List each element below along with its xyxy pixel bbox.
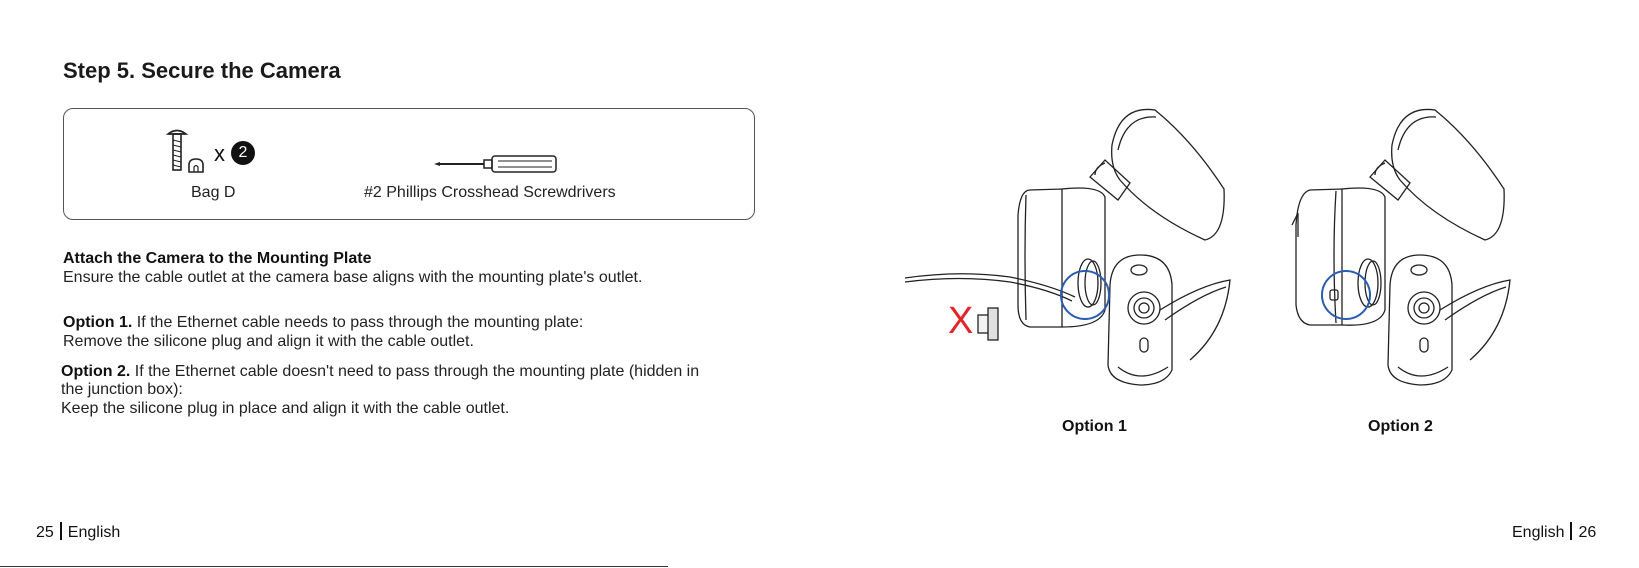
- attach-text: Ensure the cable outlet at the camera base aligns with the mounting plate's outlet.: [63, 269, 643, 286]
- page-title: Step 5. Secure the Camera: [63, 58, 341, 83]
- left-page-number: 25: [36, 524, 54, 541]
- screwdriver-label: #2 Phillips Crosshead Screwdrivers: [364, 184, 616, 201]
- footer-separator: [1570, 522, 1572, 540]
- figure-caption-option1: Option 1: [1062, 418, 1127, 435]
- bottom-rule: [0, 566, 668, 567]
- quantity-multiplier: x: [214, 141, 225, 166]
- option2-line3: Keep the silicone plug in place and align it with the cable outlet.: [61, 400, 510, 417]
- figure-caption-option2: Option 2: [1368, 418, 1433, 435]
- right-page-number: 26: [1578, 524, 1597, 541]
- footer-separator: [60, 522, 62, 540]
- screwdriver-icon: [432, 152, 562, 176]
- attach-heading: Attach the Camera to the Mounting Plate: [63, 250, 372, 267]
- option1-line2: Remove the silicone plug and align it with the cable outlet.: [63, 333, 474, 350]
- right-language: English: [1512, 524, 1565, 541]
- option1-label: Option 1.: [63, 314, 133, 331]
- footer-right: [1512, 522, 1596, 542]
- option2-label: Option 2.: [61, 363, 131, 380]
- left-language: English: [67, 524, 121, 541]
- no-plug-mark: X: [948, 300, 974, 342]
- option1-line1: [63, 313, 583, 332]
- option2-text: If the Ethernet cable doesn't need to pass through the mounting plate (hidden in: [130, 363, 700, 380]
- bag-label: Bag D: [191, 184, 236, 201]
- quantity-badge: 2: [231, 141, 255, 165]
- screw-icon: [164, 128, 212, 176]
- option1-text: If the Ethernet cable needs to pass through the mounting plate:: [132, 314, 584, 331]
- option2-line2: the junction box):: [61, 381, 183, 398]
- camera-illustration-option2: [1290, 105, 1550, 405]
- camera-illustration-option1: [900, 105, 1245, 405]
- option2-line1: [61, 362, 699, 381]
- footer-left: [36, 522, 120, 542]
